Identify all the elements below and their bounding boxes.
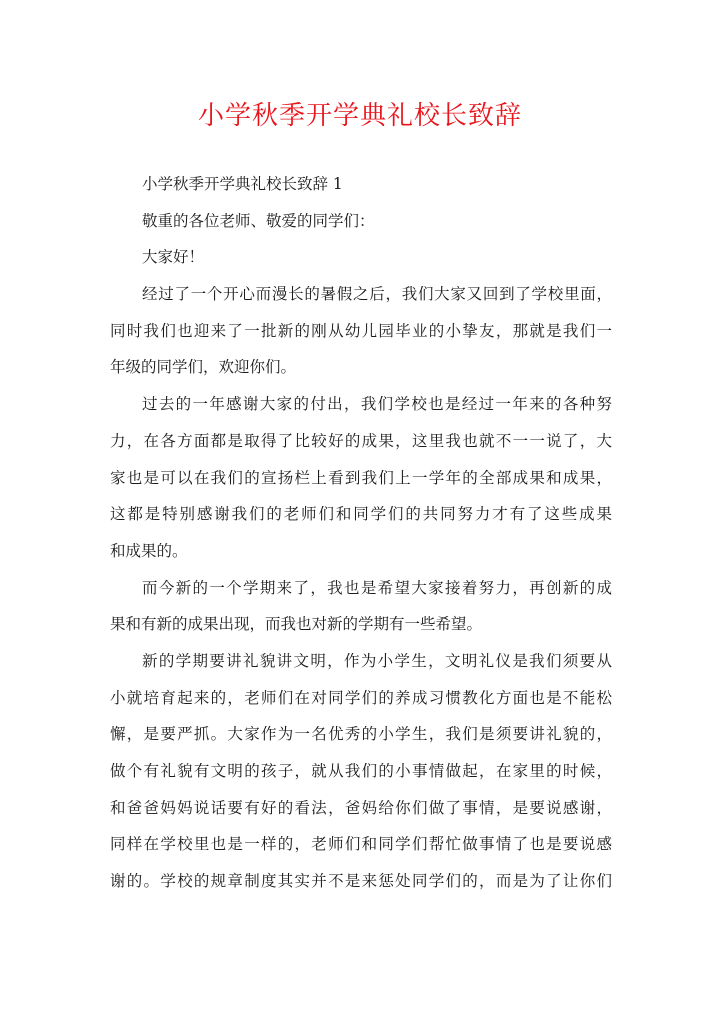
document-body <box>110 166 612 900</box>
body-line: 新的学期要讲礼貌讲文明，作为小学生，文明礼仪是我们须要从 <box>142 651 612 670</box>
body-line: 谢的。学校的规章制度其实并不是来惩处同学们的，而是为了让你们 <box>110 872 612 891</box>
body-line: 而今新的一个学期来了，我也是希望大家接着努力，再创新的成 <box>142 578 612 597</box>
body-line: 年级的同学们，欢迎你们。 <box>110 358 297 377</box>
body-line: 懈，是要严抓。大家作为一名优秀的小学生，我们是须要讲礼貌的， <box>110 725 612 744</box>
body-line: 同时我们也迎来了一批新的刚从幼儿园毕业的小挚友，那就是我们一 <box>110 321 612 340</box>
body-line: 敬重的各位老师、敬爱的同学们： <box>142 211 375 230</box>
body-line: 和成果的。 <box>110 541 188 560</box>
body-line: 这都是特别感谢我们的老师们和同学们的共同努力才有了这些成果 <box>110 505 612 524</box>
document-title: 小学秋季开学典礼校长致辞 <box>197 101 522 131</box>
body-line: 经过了一个开心而漫长的暑假之后，我们大家又回到了学校里面， <box>142 285 612 304</box>
body-line: 同样在学校里也是一样的，老师们和同学们帮忙做事情了也是要说感 <box>110 835 612 854</box>
body-line: 小就培育起来的，老师们在对同学们的养成习惯教化方面也是不能松 <box>110 688 612 707</box>
body-line: 果和有新的成果出现，而我也对新的学期有一些希望。 <box>110 615 483 634</box>
body-line: 小学秋季开学典礼校长致辞 1 <box>142 175 343 193</box>
body-line: 力，在各方面都是取得了比较好的成果，这里我也就不一一说了，大 <box>110 431 612 450</box>
body-line: 过去的一年感谢大家的付出，我们学校也是经过一年来的各种努 <box>142 395 612 414</box>
body-line: 和爸爸妈妈说话要有好的看法，爸妈给你们做了事情，是要说感谢， <box>110 798 612 817</box>
body-line: 做个有礼貌有文明的孩子，就从我们的小事情做起，在家里的时候， <box>110 762 612 780</box>
body-line: 大家好！ <box>142 248 205 267</box>
body-line: 家也是可以在我们的宣扬栏上看到我们上一学年的全部成果和成果， <box>110 468 612 487</box>
